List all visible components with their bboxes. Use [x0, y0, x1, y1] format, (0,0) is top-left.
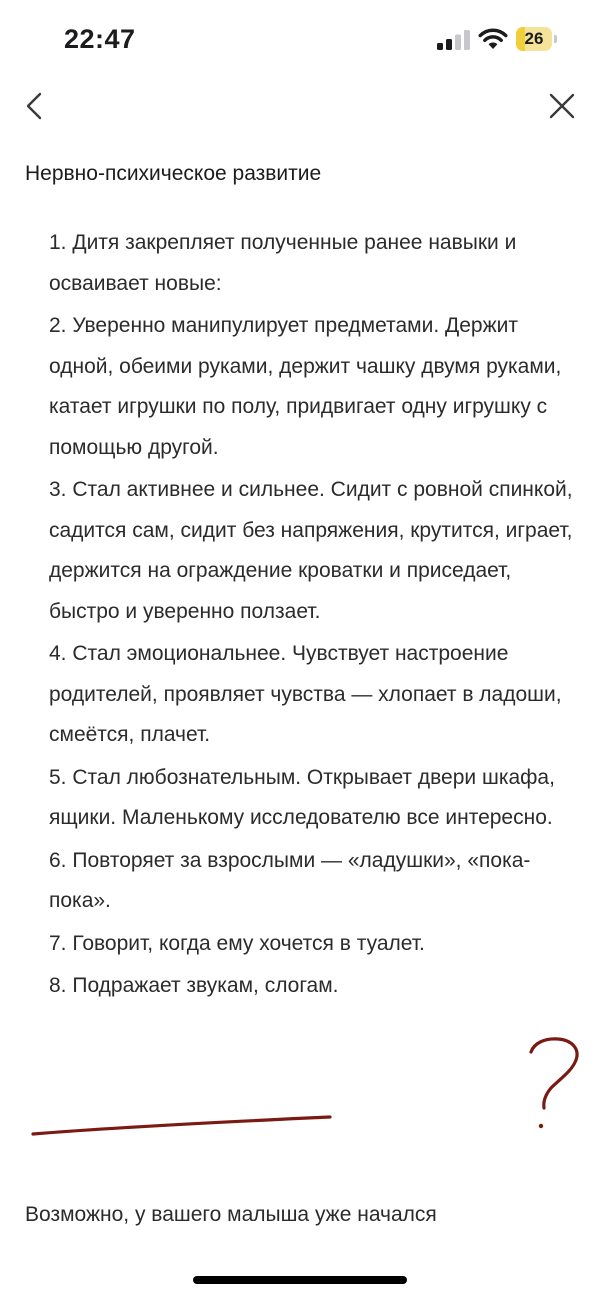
status-time: 22:47	[64, 24, 136, 54]
list-item: 4. Стал эмоциональнее. Чувствует настроение родителей, проявляет чувства — хлопает в ладоши, смеётся, плачет.	[49, 642, 562, 746]
home-indicator	[193, 1276, 407, 1284]
status-bar	[0, 0, 600, 80]
handwritten-question-dot	[539, 1124, 543, 1128]
handwritten-question-mark	[531, 1039, 577, 1108]
list-item: 3. Стал активнее и сильнее. Сидит с ровной спинкой, садится сам, сидит без напряжения, крутится, играет, держится на ограждение кроватки и приседает, быстро и уверенно ползает.	[49, 478, 573, 623]
chevron-left-icon	[18, 86, 58, 126]
close-icon	[542, 86, 582, 126]
close-button[interactable]	[542, 86, 582, 126]
battery-tip	[554, 35, 557, 43]
list-item: 1. Дитя закрепляет полученные ранее навыки и осваивает новые:	[49, 231, 517, 295]
back-button[interactable]	[18, 86, 58, 126]
signal-icon	[437, 30, 471, 50]
list-item: 7. Говорит, когда ему хочется в туалет.	[49, 931, 425, 955]
wifi-icon	[478, 28, 508, 50]
page-title: Нервно-психическое развитие	[25, 162, 322, 185]
list-item: 8. Подражает звукам, слогам.	[49, 974, 339, 997]
list-item: 5. Стал любознательным. Открывает двери шкафа, ящики. Маленькому исследователю все интересно.	[49, 765, 555, 829]
battery-level-text: 26	[524, 29, 544, 48]
list-item: 2. Уверенно манипулирует предметами. Держит одной, обеими руками, держит чашку двумя руками, катает игрушки по полу, придвигает одну игрушку с помощью другой.	[49, 314, 562, 459]
handwritten-underline	[33, 1117, 330, 1134]
next-paragraph: Возможно, у вашего малыша уже начался	[25, 1203, 437, 1226]
battery-icon	[516, 27, 556, 51]
battery-body	[516, 27, 552, 51]
development-list	[49, 223, 579, 1009]
list-item: 6. Повторяет за взрослыми — «ладушки», «пока-пока».	[49, 848, 531, 912]
